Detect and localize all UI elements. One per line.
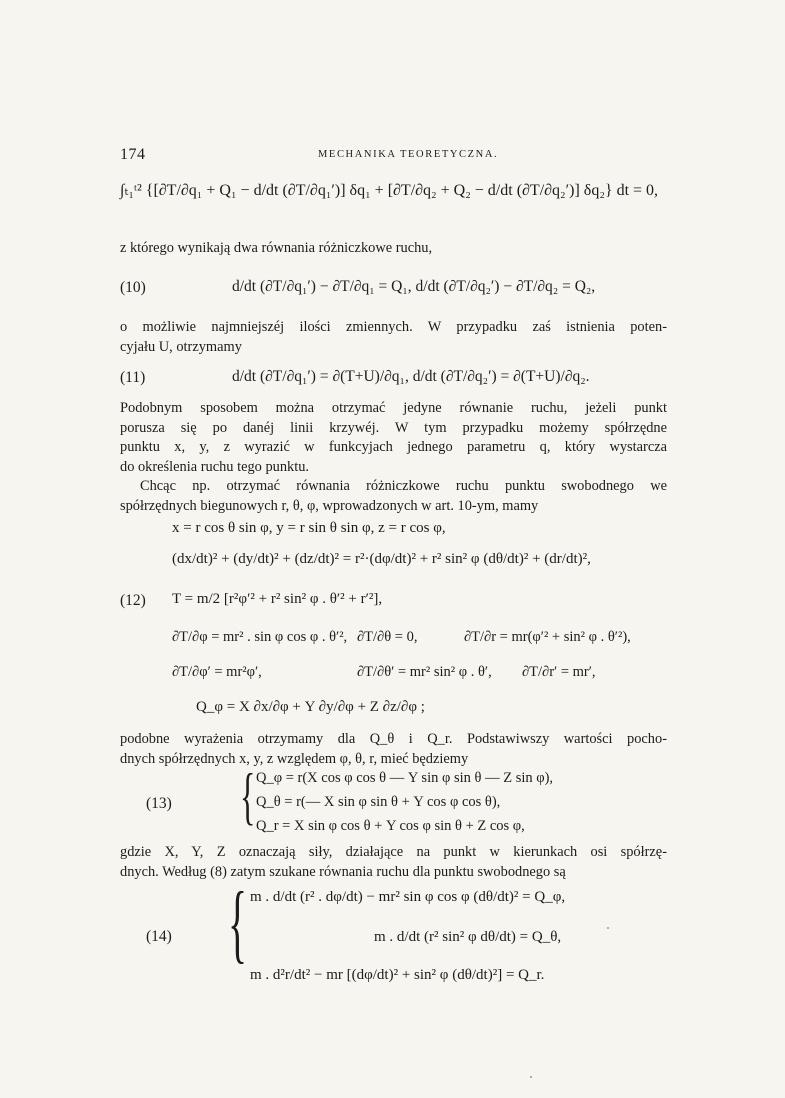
equation-number-11: (11) — [120, 369, 146, 386]
brace-left: { — [228, 875, 248, 972]
paragraph-line: spółrzędnych biegunowych r, θ, φ, wprowadzonych w art. 10-ym, mamy — [120, 497, 539, 514]
paragraph-line: porusza się po danéj linii krzywéj. W tym przypadku możemy spółrzędne — [120, 419, 667, 436]
paragraph-line: dnych spółrzędnych x, y, z względem φ, θ, r, mieć będziemy — [120, 750, 469, 767]
equation-number-12: (12) — [120, 592, 146, 609]
equation-q-phi: Q_φ = X ∂x/∂φ + Y ∂y/∂φ + Z ∂z/∂φ ; — [196, 699, 425, 715]
paragraph-where — [120, 843, 667, 882]
paragraph-line: punktu x, y, z wyrazić w funkcyjach jednego parametru q, który wystarcza — [120, 439, 667, 455]
partial-T-theta-prime: ∂T/∂θ′ = mr² sin² φ . θ′, — [357, 664, 492, 680]
partial-T-phi: ∂T/∂φ = mr² . sin φ cos φ . θ′², — [172, 629, 348, 645]
equation-11: d/dt (∂T/∂q₁′) = ∂(T+U)/∂q₁, d/dt (∂T/∂q₂′) = ∂(T+U)/∂q₂. — [232, 368, 590, 385]
partial-T-phi-prime: ∂T/∂φ′ = mr²φ′, — [172, 664, 262, 680]
paragraph-analogous — [120, 730, 667, 769]
equation-13-line-1: Q_φ = r(X cos φ cos θ — Y sin φ sin θ — Z sin φ), — [256, 770, 554, 786]
equation-12: T = m/2 [r²φ′² + r² sin² φ . θ′² + r′²], — [172, 591, 383, 607]
paragraph-line: Chcąc np. otrzymać równania różniczkowe ruchu punktu swobodnego we — [140, 478, 667, 494]
paragraph-line: Podobnym sposobem można otrzymać jedyne równanie ruchu, jeżeli punkt — [120, 400, 667, 416]
paragraph-line: o możliwie najmniejszéj ilości zmiennych. W przypadku zaś istnienia poten- — [120, 319, 667, 335]
equation-14-line-2: m . d/dt (r² sin² φ dθ/dt) = Q_θ, — [374, 929, 562, 945]
partial-T-theta: ∂T/∂θ = 0, — [357, 629, 418, 645]
equation-velocity: (dx/dt)² + (dy/dt)² + (dz/dt)² = r²·(dφ/dt)² + r² sin² φ (dθ/dt)² + (dr/dt)², — [172, 551, 591, 567]
equation-integral: ∫ₜ₁ᵗ² {[∂T/∂q₁ + Q₁ − d/dt (∂T/∂q₁′)] δq₁ + [∂T/∂q₂ + Q₂ − d/dt (∂T/∂q₂′)] δq₂} dt = 0, — [120, 182, 659, 199]
equation-14-line-3: m . d²r/dt² − mr [(dφ/dt)² + sin² φ (dθ/dt)²] = Q_r. — [250, 967, 545, 983]
equation-10: d/dt (∂T/∂q₁′) − ∂T/∂q₁ = Q₁, d/dt (∂T/∂q₂′) − ∂T/∂q₂ = Q₂, — [232, 278, 596, 295]
equation-number-10: (10) — [120, 279, 146, 296]
partial-T-r: ∂T/∂r = mr(φ′² + sin² φ . θ′²), — [464, 629, 631, 645]
equation-13-line-3: Q_r = X sin φ cos θ + Y cos φ sin θ + Z cos φ, — [256, 818, 525, 834]
equation-number-14: (14) — [146, 928, 172, 945]
paragraph-potential — [120, 318, 667, 357]
equation-14-line-1: m . d/dt (r² . dφ/dt) − mr² sin φ cos φ (dθ/dt)² = Q_φ, — [250, 889, 566, 905]
paragraph-line: do określenia ruchu tego punktu. — [120, 458, 310, 475]
print-speck — [530, 1076, 532, 1078]
brace-left: { — [240, 760, 256, 831]
equation-coordinates: x = r cos θ sin φ, y = r sin θ sin φ, z = r cos φ, — [172, 520, 446, 536]
paragraph-line: podobne wyrażenia otrzymamy dla Q_θ i Q_r. Podstawiwszy wartości pocho- — [120, 731, 667, 747]
partial-T-r-prime: ∂T/∂r′ = mr′, — [522, 664, 596, 680]
paragraph-line: cyjału U, otrzymamy — [120, 338, 242, 355]
text-after-integral: z którego wynikają dwa równania różniczkowe ruchu, — [120, 240, 433, 256]
page-number: 174 — [120, 146, 146, 163]
paragraph-wanting — [120, 477, 667, 516]
equation-13-line-2: Q_θ = r(— X sin φ sin θ + Y cos φ cos θ), — [256, 794, 501, 810]
equation-number-13: (13) — [146, 795, 172, 812]
print-speck — [607, 927, 609, 929]
paragraph-line: gdzie X, Y, Z oznaczają siły, działające na punkt w kierunkach osi spółrzę- — [120, 844, 667, 860]
paragraph-similar — [120, 399, 667, 477]
paragraph-line: dnych. Według (8) zatym szukane równania ruchu dla punktu swobodnego są — [120, 863, 566, 880]
running-title: MECHANIKA TEORETYCZNA. — [318, 149, 499, 160]
